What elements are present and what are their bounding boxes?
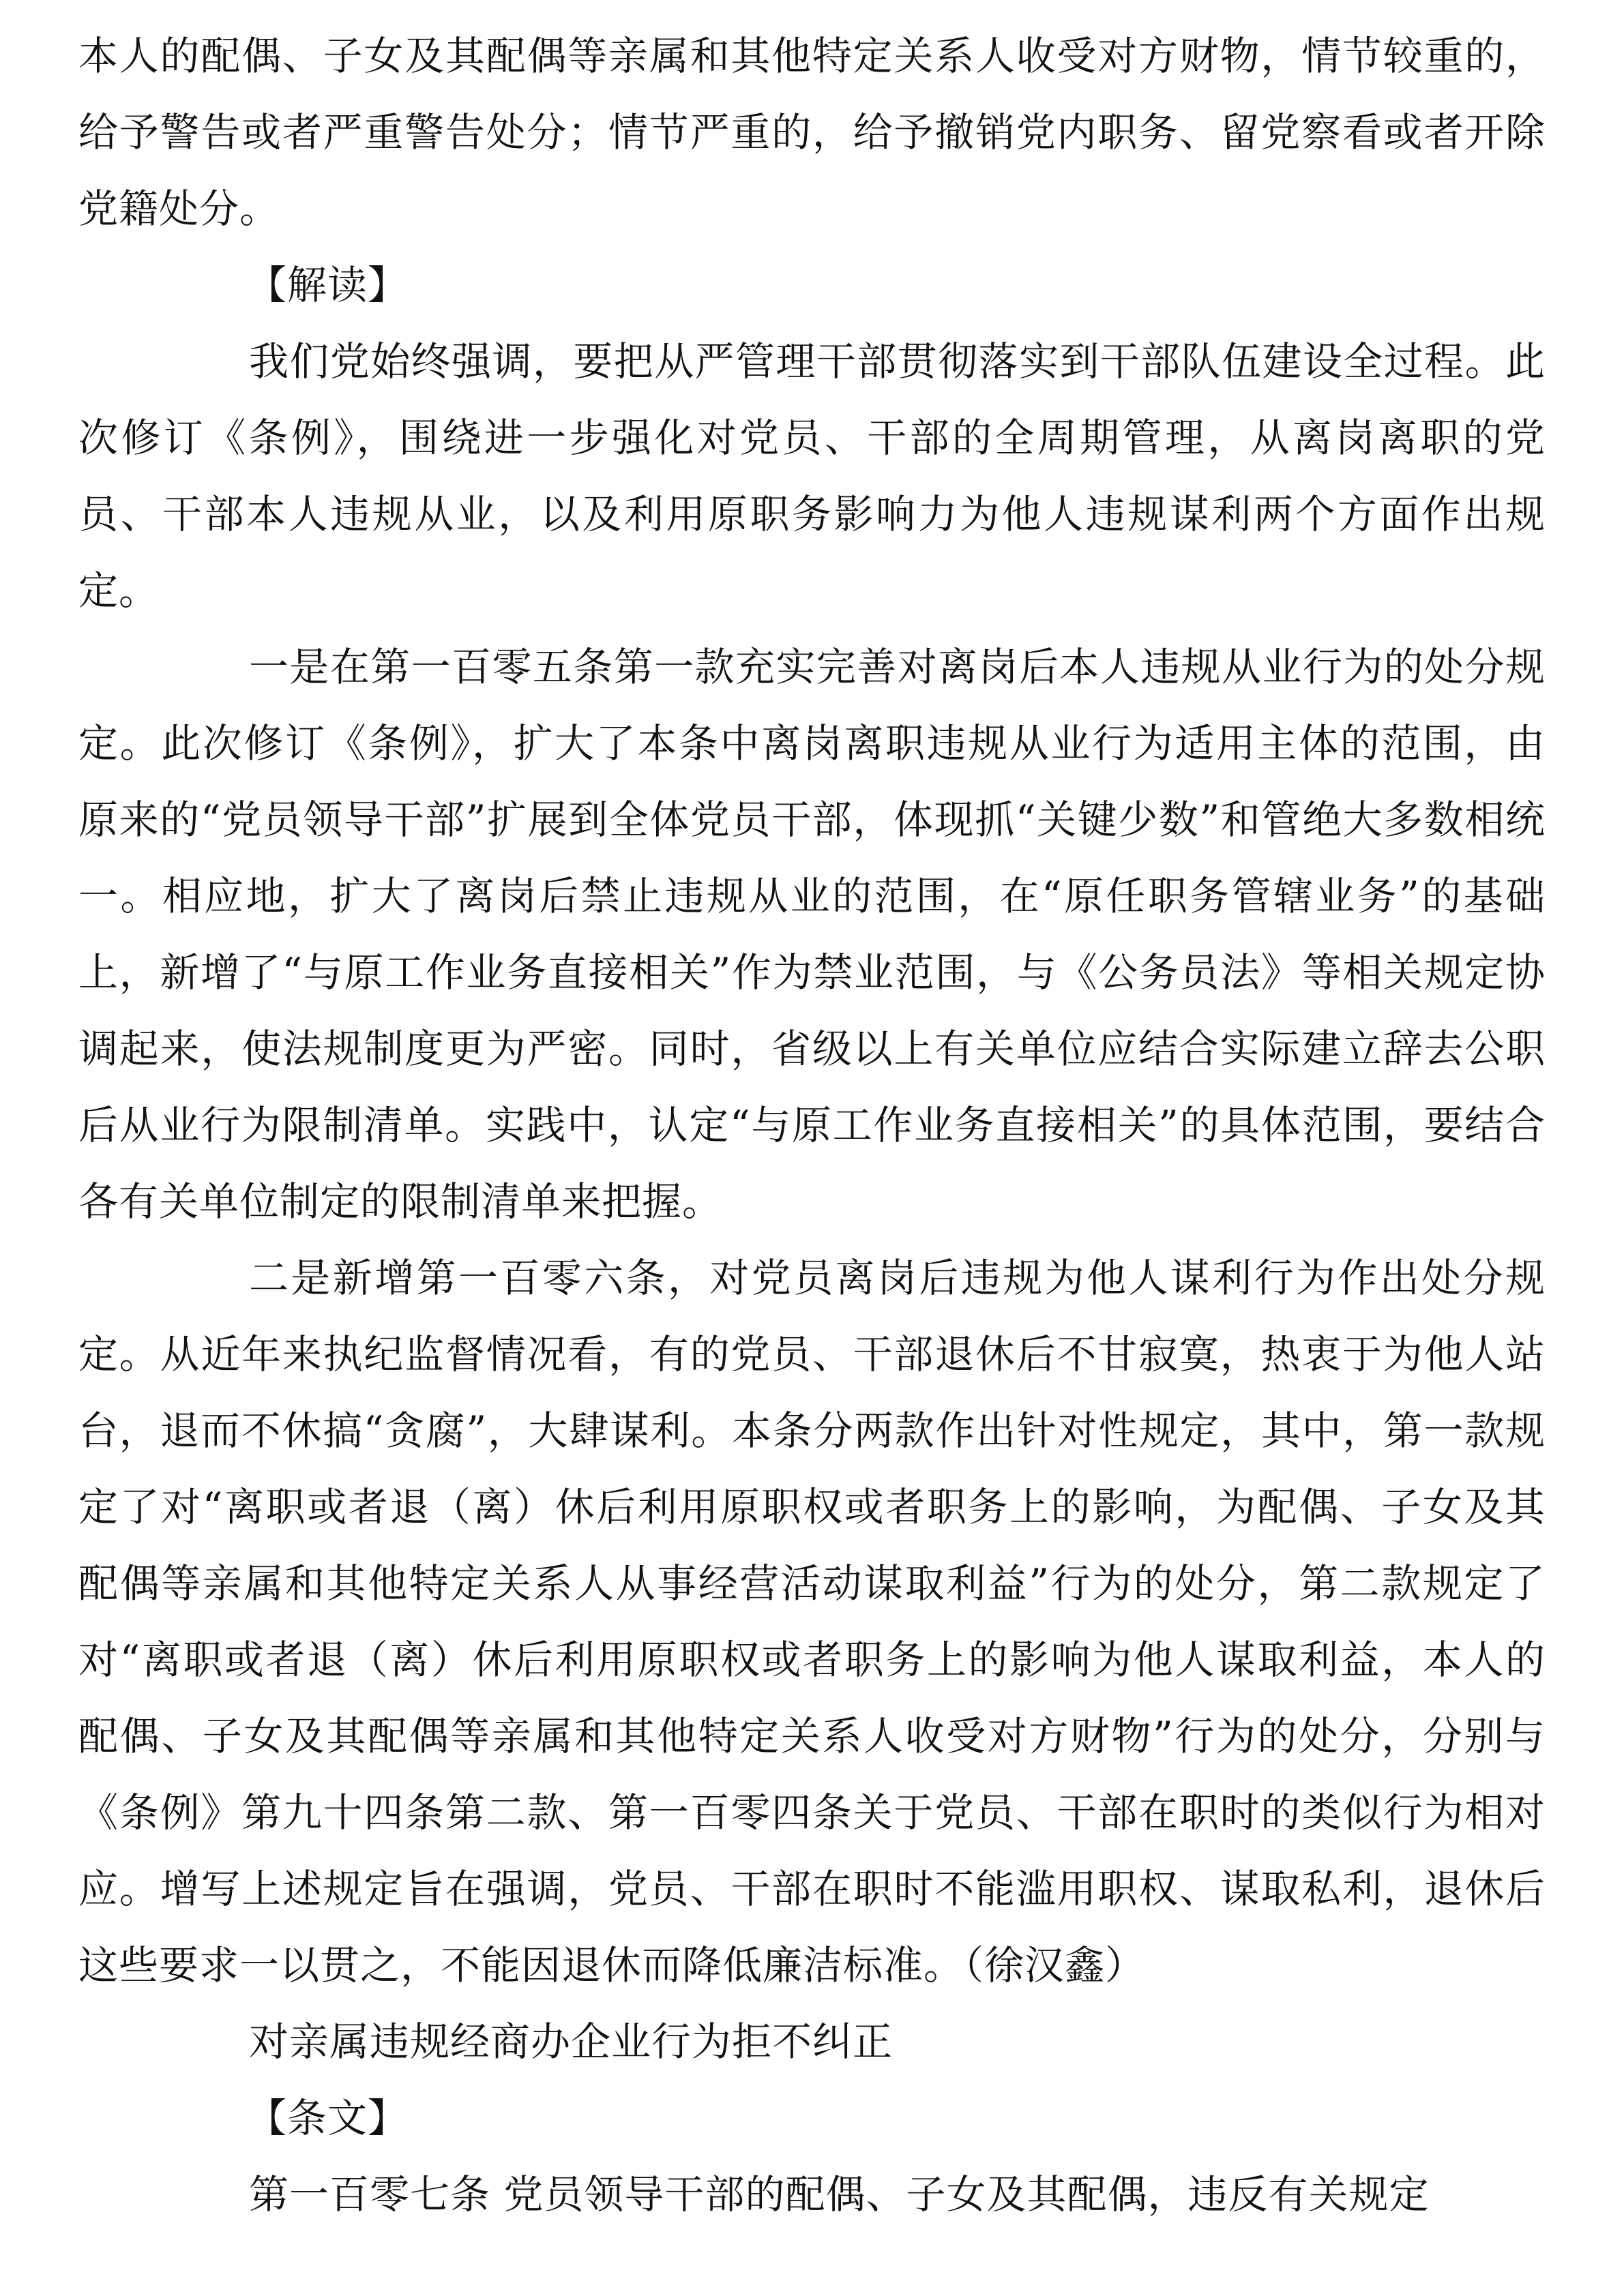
section-title: 对亲属违规经商办企业行为拒不纠正	[249, 2018, 894, 2065]
interpretation-paragraph-1: 我们党始终强调，要把从严管理干部贯彻落实到干部队伍建设全过程。此次修订《条例》，围绕进一步强化对党员、干部的全周期管理，从离岗离职的党员、干部本人违规从业，以及利用原职务影响力为他人违规谋利两个方面作出规定。	[78, 338, 1546, 614]
article-107-paragraph: 第一百零七条 党员领导干部的配偶、子女及其配偶，违反有关规定	[249, 2171, 1430, 2218]
interpretation-label: 【解读】	[247, 262, 409, 308]
continuation-paragraph: 本人的配偶、子女及其配偶等亲属和其他特定关系人收受对方财物，情节较重的，给予警告或者严重警告处分；情节严重的，给予撤销党内职务、留党察看或者开除党籍处分。	[78, 33, 1546, 232]
article-label: 【条文】	[247, 2095, 409, 2141]
interpretation-paragraph-3: 二是新增第一百零六条，对党员离岗后违规为他人谋利行为作出处分规定。从近年来执纪监督情况看，有的党员、干部退休后不甘寂寞，热衷于为他人站台，退而不休搞“贪腐”，大肆谋利。本条分两款作出针对性规定，其中，第一款规定了对“离职或者退（离）休后利用原职权或者职务上的影响，为配偶、子女及其配偶等亲属和其他特定关系人从事经营活动谋取利益”行为的处分，第二款规定了对“离职或者退（离）休后利用原职权或者职务上的影响为他人谋取利益，本人的配偶、子女及其配偶等亲属和其他特定关系人收受对方财物”行为的处分，分别与《条例》第九十四条第二款、第一百零四条关于党员、干部在职时的类似行为相对应。增写上述规定旨在强调，党员、干部在职时不能滥用职权、谋取私利，退休后这些要求一以贯之，不能因退休而降低廉洁标准。（徐汉鑫）	[78, 1255, 1546, 1988]
interpretation-paragraph-2: 一是在第一百零五条第一款充实完善对离岗后本人违规从业行为的处分规定。此次修订《条例》，扩大了本条中离岗离职违规从业行为适用主体的范围，由原来的“党员领导干部”扩展到全体党员干部，体现抓“关键少数”和管绝大多数相统一。相应地，扩大了离岗后禁止违规从业的范围，在“原任职务管辖业务”的基础上，新增了“与原工作业务直接相关”作为禁业范围，与《公务员法》等相关规定协调起来，使法规制度更为严密。同时，省级以上有关单位应结合实际建立辞去公职后从业行为限制清单。实践中，认定“与原工作业务直接相关”的具体范围，要结合各有关单位制定的限制清单来把握。	[78, 644, 1546, 1225]
